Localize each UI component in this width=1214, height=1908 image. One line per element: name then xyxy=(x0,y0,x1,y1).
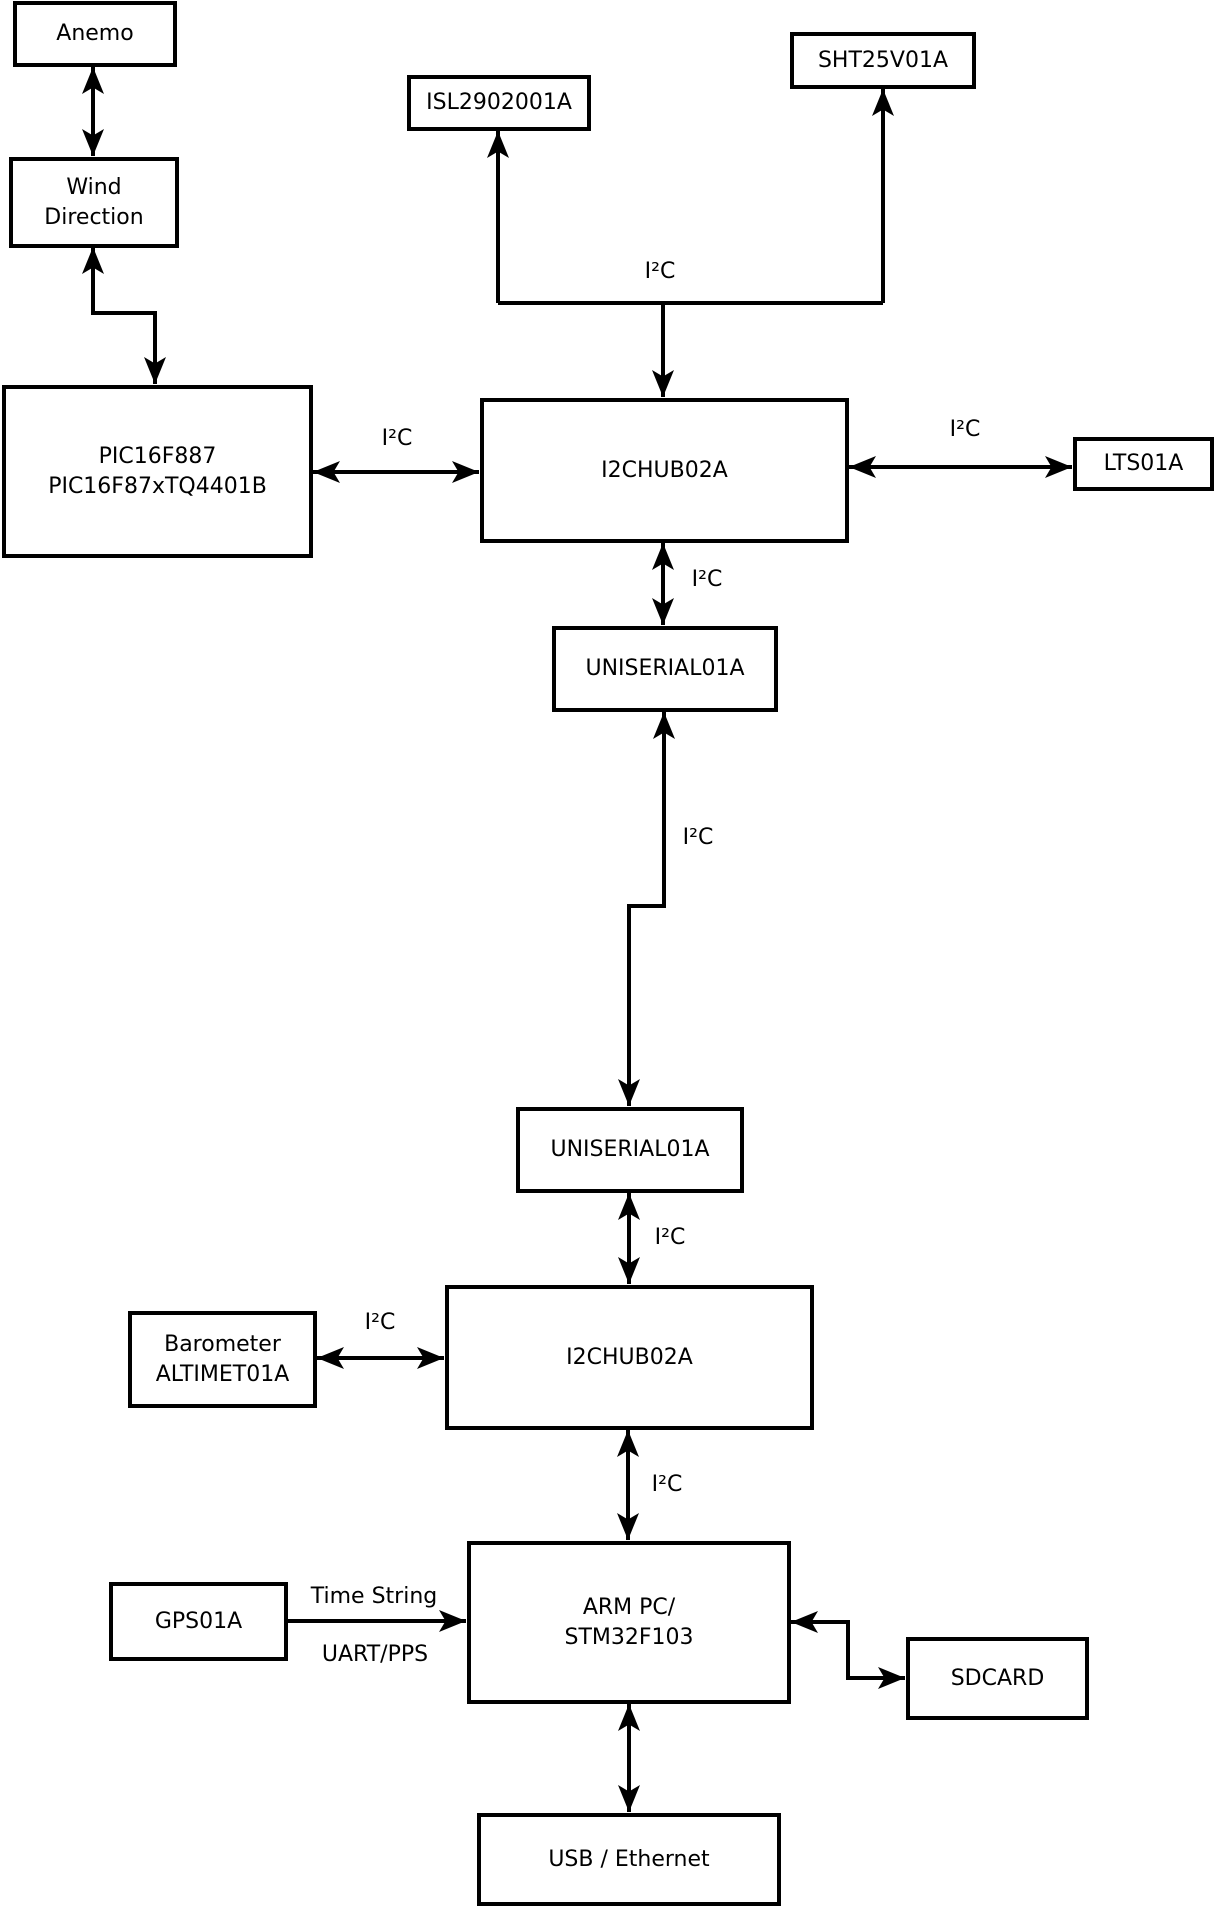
node-label: GPS01A xyxy=(154,1608,243,1634)
node-uniserial01a-lower xyxy=(516,1107,744,1193)
node-usb-ethernet xyxy=(477,1813,781,1906)
node-label-line1: Wind xyxy=(66,175,122,201)
edge-armpc-sdcard xyxy=(791,1622,905,1678)
node-label-line2: ALTIMET01A xyxy=(155,1361,290,1387)
edge-winddirection-pic xyxy=(93,247,155,384)
node-label-line1: PIC16F887 xyxy=(98,444,217,470)
node-lts01a xyxy=(1073,437,1214,491)
node-label: I2CHUB02A xyxy=(566,1344,693,1370)
node-sdcard xyxy=(906,1637,1089,1720)
node-sht25v01a xyxy=(790,32,976,89)
edge-label-i2c-hub1-uniserial1: I²C xyxy=(691,566,723,592)
node-label: I2CHUB02A xyxy=(601,457,728,483)
edge-label-i2c-uniserial-link: I²C xyxy=(682,824,714,850)
edge-label-i2c-uniserial2-hub2: I²C xyxy=(654,1224,686,1250)
node-label-line1: ARM PC/ xyxy=(582,1595,676,1621)
node-anemometer xyxy=(13,1,177,67)
node-label: ISL2902001A xyxy=(426,90,572,116)
node-uniserial01a-upper xyxy=(552,626,778,712)
node-isl2902001a xyxy=(407,75,591,131)
node-label-line2: STM32F103 xyxy=(564,1624,694,1650)
edge-uniserial1-uniserial2 xyxy=(629,712,664,1106)
edge-label-i2c-hub2-armpc: I²C xyxy=(651,1471,683,1497)
node-wind-direction xyxy=(9,157,179,248)
node-label-line1: Barometer xyxy=(164,1332,281,1358)
node-label: LTS01A xyxy=(1103,451,1184,477)
node-label: USB / Ethernet xyxy=(548,1846,710,1872)
edge-label-i2c-top-bus: I²C xyxy=(644,258,676,284)
node-label: SDCARD xyxy=(950,1665,1045,1691)
node-label: UNISERIAL01A xyxy=(585,656,745,682)
node-pic16f887 xyxy=(2,385,313,558)
node-label: SHT25V01A xyxy=(817,47,949,73)
node-i2chub02a-upper xyxy=(480,398,849,543)
node-gps01a xyxy=(109,1582,288,1661)
node-arm-pc-stm32f103 xyxy=(467,1541,791,1704)
node-i2chub02a-lower xyxy=(445,1285,814,1430)
node-label-line2: Direction xyxy=(44,204,144,230)
edge-label-i2c-barometer-hub2: I²C xyxy=(364,1309,396,1335)
node-label-line2: PIC16F87xTQ4401B xyxy=(48,473,267,499)
node-label: UNISERIAL01A xyxy=(550,1137,710,1163)
edge-label-i2c-hub1-lts: I²C xyxy=(949,416,981,442)
edge-label-uart-pps: UART/PPS xyxy=(321,1641,429,1667)
node-barometer-altimet01a xyxy=(128,1311,317,1408)
edge-label-time-string: Time String xyxy=(310,1583,438,1609)
edge-label-i2c-pic-hub1: I²C xyxy=(381,425,413,451)
node-label: Anemo xyxy=(56,21,134,47)
